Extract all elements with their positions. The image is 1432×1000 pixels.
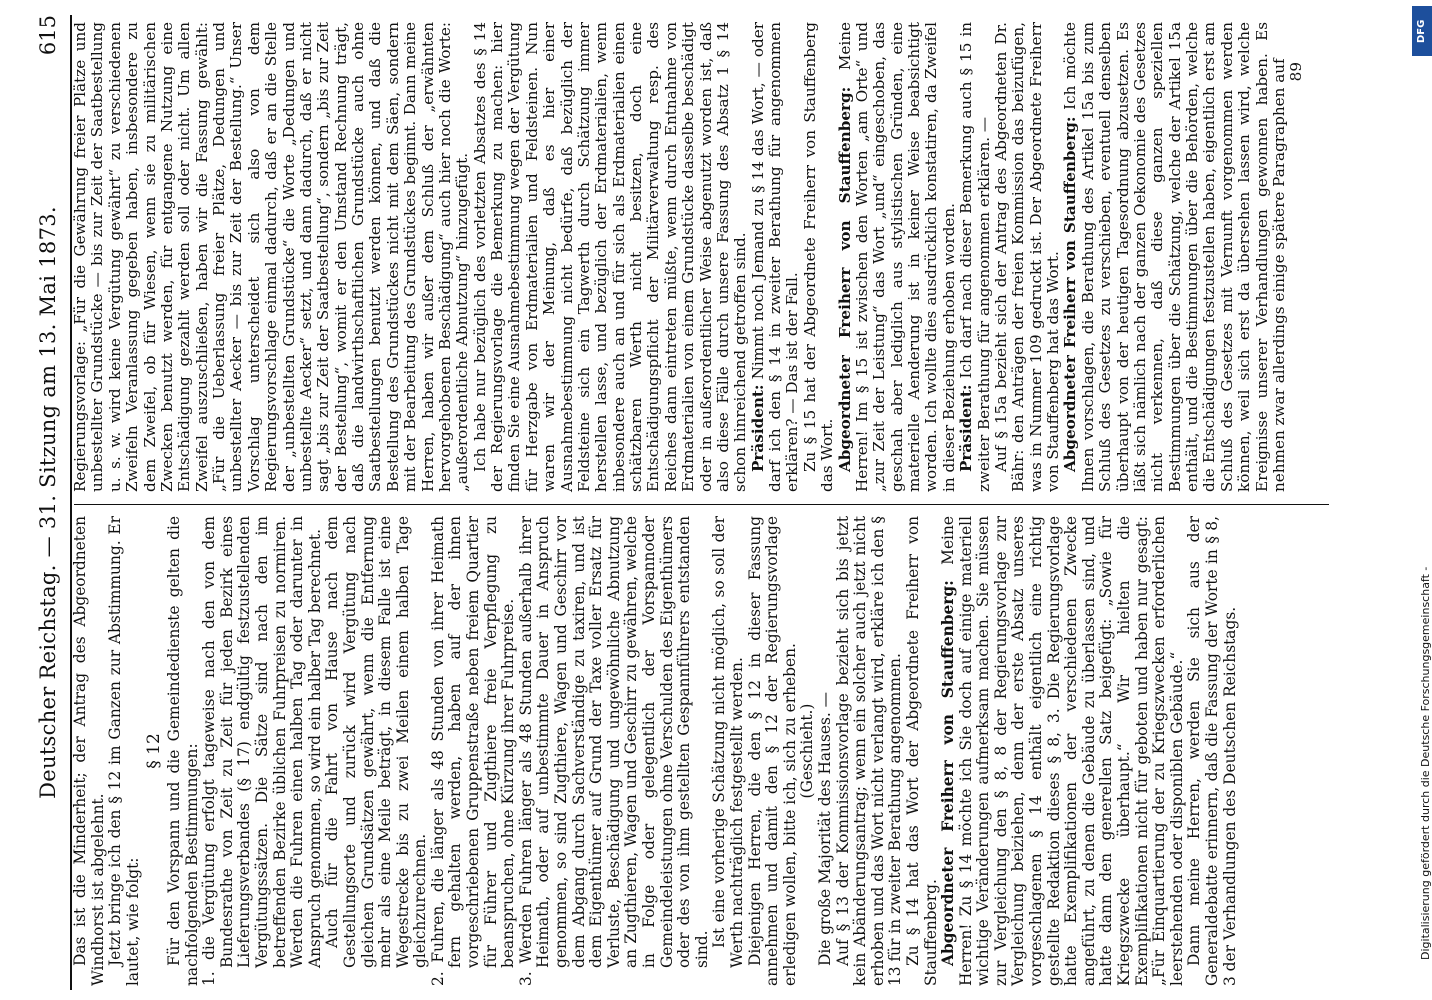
speech-text: Nimmt noch Jemand zu § 14 das Wort, — oder darf ich den § 14 in zweiter Berathung für angenommen erklären? — Das ist der Fall. bbox=[748, 22, 802, 492]
page-running-title: Deutscher Reichstag. — 31. Sitzung am 13. Mai 1873. bbox=[36, 206, 60, 799]
speech-text: Meine Herren! Zu § 14 möchte ich Sie doch auf einige materiell wichtige Veränderungen aufmerksam machen. Sie müssen zur Vergleichung den § 8, 8 der Regierungsvorlage zur Vergleichung beiziehen, denn der erste Absatz unseres vorgeschlagenen § 14 enthält eigentlich eine richtig gestellte Redaktion dieses § 8, 3. Die Regierungsvorlage hatte Exemplifikationen der verschiedenen Zwecke angeführt, zu denen die Gebäude zu überlassen sind, und hatte dann den generellen Satz beigefügt: „Sowie für Kriegszwecke überhaupt.“ Wir hielten die Exemplifikationen nicht für geboten und haben nur gesagt: „Für Einquartierung der zu Kriegszwecken erforderlichen leerstehenden oder disponiblen Gebäude.“ bbox=[939, 516, 1186, 986]
paragraph: Zu § 15 hat der Abgeordnete Freiherr von Stauffenberg das Wort. bbox=[800, 22, 837, 492]
column-divider bbox=[74, 504, 1329, 505]
paragraph: Das ist die Minderheit; der Antrag des Abgeordneten Windhorst ist abgelehnt. bbox=[71, 516, 107, 986]
speech-paragraph bbox=[1062, 22, 1288, 492]
speech-text: Ich möchte Ihnen vorschlagen, die Berathung des Artikel 15a bis zum Schluß des Gesetzes zu verschieben, eventuell denselben überhaupt von der heutigen Tagesordnung abzusetzen. Es läßt sich nämlich nach der ganzen Oekonomie des Gesetzes nicht verkennen, daß diese ganzen speziellen Bestimmungen über die Schätzung, welche der Artikel 15a enthält, und die Bestimmungen über die Behörden, welche die Entschädigungen festzustellen haben, eigentlich erst am Schluß des Gesetzes mit Vernunft vorgenommen werden können, weil sich erst da übersehen lassen wird, welche Ereignisse unserer Verhandlungen gewonnen haben. Es nehmen zwar allerdings einige spätere Paragraphen auf bbox=[1061, 22, 1288, 492]
numbered-clause: 2. Fuhren, die länger als 48 Stunden von ihrer Heimath fern gehalten werden, haben auf der ihnen vorgeschriebenen Gruppenstraße neben freiem Quartier für Führer und Zugthiere freie Verpflegung zu beanspruchen, ohne Kürzung ihrer Fuhrpreise. bbox=[428, 516, 518, 986]
paragraph: Dann meine Herren, werden Sie sich aus der Generaldebatte erinnern, daß die Fassung der Worte in § 8, 3 der Verhandlungen des Deutschen Reichstags. bbox=[1185, 516, 1239, 986]
paragraph: Ich habe nur bezüglich des vorletzten Absatzes des § 14 der Regierungsvorlage die Bemerkung zu machen: hier finden Sie eine Ausnahmebestimmung wegen der Vergütung für Herzgabe von Erdmaterialien und Feldsteinen. Nun waren wir der Meinung, daß es hier einer Ausnahmebestimmung nicht bedürfe, daß bezüglich der Feldsteine sich ein Tagwerth durch Schätzung immer herstellen lasse, und bezüglich der Erdmaterialien, wenn inbesondere auch an und für sich als Erdmaterialien einen schätzbaren Werth nicht besitzen, doch eine Entschädigungspflicht der Militärverwaltung resp. des Reiches dann eintreten müßte, wenn durch Entnahme von Erdmaterialien von einem Grundstücke dasselbe beschädigt oder in außerordentlicher Weise abgenutzt worden ist, daß also diese Fälle durch unsere Fassung des Absatz 1 § 14 schon hinreichend getroffen sind. bbox=[470, 22, 750, 492]
speech-text: Ich darf nach dieser Bemerkung auch § 15 in zweiter Berathung für angenommen erklären. — bbox=[957, 22, 993, 492]
paragraph: Zu § 14 hat das Wort der Abgeordnete Freiherr von Stauffenberg. bbox=[903, 516, 940, 986]
numbered-clause: 1. die Vergütung erfolgt tageweise nach den von dem Bundesrathe von Zeit zu Zeit für jeden Bezirk eines Lieferungsverbandes (§ 17) endgültig festzustellenden Vergütungssätzen. Die Sätze sind nach den im betreffenden Bezirke üblichen Fuhrpreisen zu normiren. Werden die Fuhren einen halben Tag oder darunter in Anspruch genommen, so wird ein halber Tag berechnet. bbox=[200, 516, 324, 986]
paragraph: Diejenigen Herren, die den § 12 in dieser Fassung annehmen und damit den § 12 der Regierungsvorlage erledigen wollen, bitte ich, sich zu erheben. bbox=[745, 516, 799, 986]
speech-text: Meine Herren! Im § 15 ist zwischen den Worten „am Orte“ und „zur Zeit der Leistung“ das Wort „und“ eingeschoben, das geschah aber lediglich aus stylistischen Gründen, eine materielle Aenderung ist in keiner Weise beabsichtigt worden. Ich wollte dies ausdrücklich konstatiren, da Zweifel in dieser Beziehung erhoben worden. bbox=[835, 22, 958, 492]
paragraph: Die große Majorität des Hauses. — bbox=[815, 691, 834, 966]
paragraph: Jetzt bringe ich den § 12 im Ganzen zur Abstimmung. Er lautet, wie folgt: bbox=[106, 516, 142, 986]
speaker-name: Präsident: bbox=[748, 384, 767, 472]
speech-paragraph bbox=[750, 22, 802, 492]
paragraph: Regierungsvorlage: „Für die Gewährung freier Plätze und unbestellter Grundstücke — bis zur Zeit der Saatbestellung u. s. w. wird keine Vergütung gewährt“ zu verschiedenen Zweifeln Veranlassung gegeben haben, insbesondere zu dem Zweifel, ob für Wiesen, wenn sie zu militärischen Zwecken benutzt werden, für entgangene Nutzung eine Entschädigung gezahlt werden soll oder nicht. Um allen Zweifel auszuschließen, haben wir die Fassung gewählt: „Für die Ueberlassung freier Plätze, Dedungen und unbestellter Aecker — bis zur Zeit der Bestellung.“ Unser Vorschlag unterscheidet sich also von dem Regierungsvorschlage einmal dadurch, daß er an die Stelle der „unbestellten Grundstücke“ die Worte „Dedungen und unbestellte Aecker“ setzt, und dann dadurch, daß er nicht sagt „bis zur Zeit der Saatbestellung“, sondern „bis zur Zeit der Bestellung“, womit er den Umstand Rechnung trägt, daß die landwirthschaftlichen Grundstücke auch ohne Saatbestellungen benutzt werden können, und daß die Bestellung des Grundstückes nicht mit dem Säen, sondern mit der Bearbeitung des Grundstückes beginnt. Dann meine Herren, haben wir außer dem Schluß der „erwähnten hervorgehobenen Beschädigung“ auch hier noch die Worte: „außerordentliche Abnutzung“ hinzugefügt. bbox=[71, 22, 472, 492]
stage-direction: (Geschieht.) bbox=[798, 703, 817, 799]
section-heading: § 12 bbox=[144, 733, 165, 769]
paragraph: Auf § 15a bezieht sich der Antrag des Abgeordneten Dr. Bähr: den Anträgen der freien Kommission das beizufügen, was in Nummer 109 gedruckt ist. Der Abgeordnete Freiherr von Stauffenberg hat das Wort. bbox=[991, 22, 1062, 492]
paragraph: Auf § 13 der Kommissionsvorlage bezieht sich bis jetzt kein Abänderungsantrag; wenn ein solcher auch jetzt nicht erhoben und das Wort nicht verlangt wird, erkläre ich den § 13 für in zweiter Berathung angenommen. bbox=[833, 516, 905, 986]
speaker-name: Abgeordneter Freiherr von Stauffenberg: bbox=[835, 86, 854, 472]
signature-mark: 89 bbox=[1287, 62, 1306, 82]
digitization-credit: Digitalisierung gefördert durch die Deutsche Forschungsgemeinschaft - bbox=[1419, 566, 1432, 960]
dfg-logo: DFG bbox=[1412, 6, 1432, 56]
right-column bbox=[72, 22, 1306, 492]
speaker-name: Präsident: bbox=[957, 384, 976, 472]
clause-continuation: Ist eine vorherige Schätzung nicht möglich, so soll der Werth nachträglich festgestellt werden. bbox=[710, 516, 746, 968]
page-header bbox=[28, 15, 68, 990]
numbered-clause: 3. Werden Fuhren länger als 48 Stunden außerhalb ihrer Heimath, oder auf unbestimmte Dauer in Anspruch genommen, so sind Zugthiere, Wagen und Geschirr vor dem Abgang durch Sachverständige zu taxiren, und ist dem Eigenthümer auf Grund der Taxe voller Ersatz für Verluste, Beschädigung und ungewöhnliche Abnutzung an Zugthieren, Wagen und Geschirr zu gewähren, welche in Folge oder gelegentlich der Vorspannoder Gemeindeleistungen ohne Verschulden des Eigenthümers oder des von ihm gestellten Gespannführers entstanden sind. bbox=[516, 516, 711, 986]
speech-paragraph bbox=[837, 22, 959, 492]
paragraph: Für den Vorspann und die Gemeindedienste gelten die nachfolgenden Bestimmungen: bbox=[164, 516, 201, 986]
speech-paragraph bbox=[940, 516, 1186, 986]
clause-continuation: Auch für die Fahrt von Hause nach dem Gestellungsorte und zurück wird Vergütung nach gleichen Grundsätzen gewährt, wenn die Entfernung mehr als eine Meile beträgt, in diesem Falle ist eine Wegestrecke bis zu zwei Meilen einem halben Tage gleichzurechnen. bbox=[323, 516, 430, 968]
speaker-name: Abgeordneter Freiherr von Stauffenberg: bbox=[939, 580, 958, 966]
speaker-name: Abgeordneter Freiherr von Stauffenberg: bbox=[1061, 116, 1080, 472]
speech-paragraph bbox=[958, 22, 993, 492]
page-number: 615 bbox=[36, 15, 60, 56]
left-column bbox=[72, 516, 1239, 986]
